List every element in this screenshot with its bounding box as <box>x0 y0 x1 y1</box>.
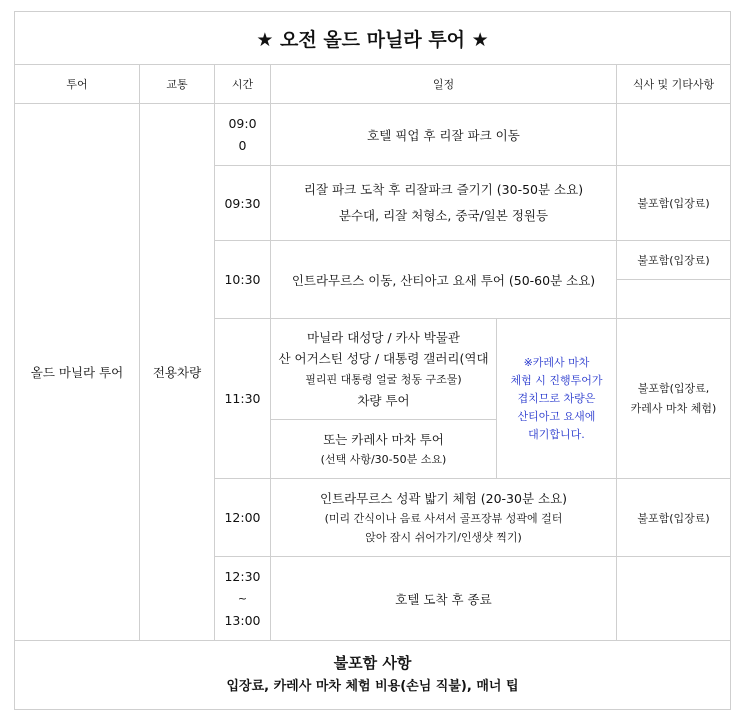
time-cell: 09:30 <box>215 166 271 241</box>
header-notes: 식사 및 기타사항 <box>617 65 731 104</box>
note-cell <box>617 104 731 166</box>
transport-cell: 전용차량 <box>140 104 215 641</box>
time-text: ~ <box>237 591 248 605</box>
note-cell <box>617 280 731 319</box>
exclusions-cell <box>15 641 731 710</box>
schedule-table <box>14 11 731 710</box>
note-line: 카레사 마차 체험) <box>630 401 717 415</box>
exclusions-heading: 불포함 사항 <box>333 654 412 672</box>
itinerary-cell <box>271 420 497 479</box>
itinerary-line: 차량 투어 <box>357 393 410 408</box>
time-text: 09:0 <box>228 115 257 131</box>
itinerary-line: 분수대, 리잘 처형소, 중국/일본 정원등 <box>338 208 549 223</box>
itinerary-line: 앉아 잠시 쉬어가기/인생샷 찍기) <box>365 530 522 544</box>
time-text: 13:00 <box>224 612 261 628</box>
time-cell <box>215 104 271 166</box>
header-transport: 교통 <box>140 65 215 104</box>
itinerary-line: 마닐라 대성당 / 카사 박물관 <box>307 330 460 345</box>
note-cell <box>617 319 731 479</box>
notice-line: 대기합니다. <box>528 427 585 441</box>
time-cell: 10:30 <box>215 241 271 319</box>
itinerary-line: (선택 사항/30-50분 소요) <box>320 452 447 466</box>
itinerary-line: 필리핀 대통령 얼굴 청동 구조물) <box>305 373 462 386</box>
itinerary-line: 산 어거스틴 성당 / 대통령 갤러리(역대 <box>278 351 489 366</box>
notice-line: 체험 시 진행투어가 <box>510 373 603 387</box>
note-cell <box>617 557 731 641</box>
exclusions-items: 입장료, 카레사 마차 체험 비용(손님 직불), 매너 팁 <box>226 679 519 694</box>
note-cell: 불포함(입장료) <box>617 479 731 557</box>
time-cell <box>215 557 271 641</box>
itinerary-line: 리잘 파크 도착 후 리잘파크 즐기기 (30-50분 소요) <box>303 182 584 197</box>
itinerary-cell: 호텔 픽업 후 리잘 파크 이동 <box>271 104 617 166</box>
notice-line: ※카레사 마차 <box>523 355 590 369</box>
itinerary-cell <box>271 319 497 420</box>
table-row <box>15 104 731 166</box>
footer-row <box>15 641 731 710</box>
header-tour: 투어 <box>15 65 140 104</box>
itinerary-line: 인트라무르스 성곽 밟기 체험 (20-30분 소요) <box>319 490 568 506</box>
itinerary-cell <box>271 479 617 557</box>
itinerary-cell <box>271 166 617 241</box>
note-cell: 불포함(입장료) <box>617 166 731 241</box>
page-title: ★ 오전 올드 마닐라 투어 ★ <box>15 12 731 65</box>
header-itinerary: 일정 <box>271 65 617 104</box>
note-cell: 불포함(입장료) <box>617 241 731 280</box>
tour-name-cell: 올드 마닐라 투어 <box>15 104 140 641</box>
time-text: 0 <box>238 137 247 153</box>
note-line: 불포함(입장료, <box>637 381 710 395</box>
time-cell: 11:30 <box>215 319 271 479</box>
notice-line: 겹치므로 차량은 <box>517 391 596 405</box>
header-time: 시간 <box>215 65 271 104</box>
time-cell: 12:00 <box>215 479 271 557</box>
itinerary-line: 또는 카레사 마차 투어 <box>323 431 444 447</box>
header-row <box>15 65 731 104</box>
notice-line: 산티아고 요새에 <box>517 409 596 423</box>
itinerary-line: (미리 간식이나 음료 사셔서 골프장뷰 성곽에 걸터 <box>324 511 563 525</box>
carriage-notice <box>497 319 617 479</box>
itinerary-cell: 호텔 도착 후 종료 <box>271 557 617 641</box>
time-text: 12:30 <box>224 568 261 584</box>
itinerary-cell: 인트라무르스 이동, 산티아고 요새 투어 (50-60분 소요) <box>271 241 617 319</box>
